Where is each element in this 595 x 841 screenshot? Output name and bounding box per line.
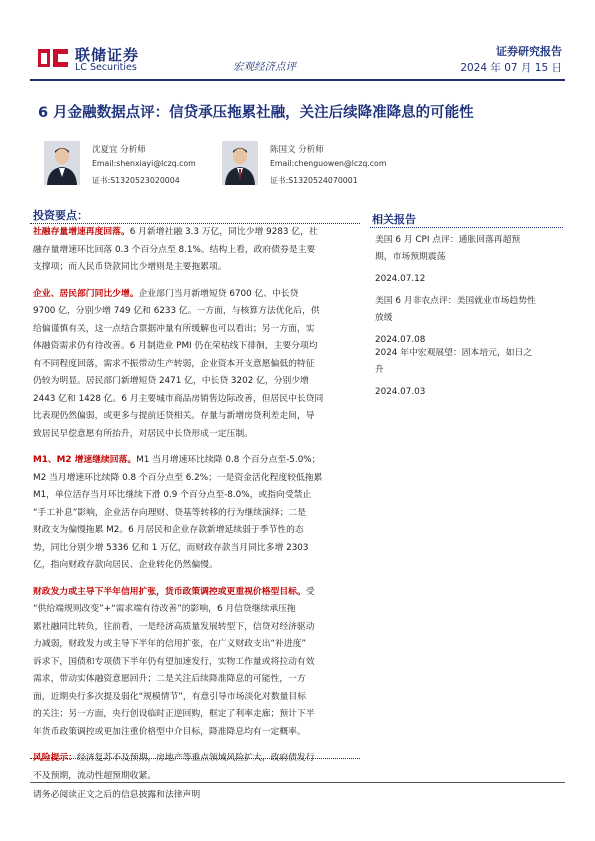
report-date: 2024 年 07 月 15 日 (460, 62, 562, 74)
footer-divider (30, 782, 565, 783)
related-report-item[interactable] (375, 232, 565, 284)
key-points-body (33, 224, 355, 785)
header-divider (30, 79, 565, 81)
key-point-paragraph: M1、M2 增速继续回落。M1 当月增速环比续降 0.8 个百分点至-5.0%； M2 当月增速环比续降 0.8 个百分点至 6.2%；一是资金活化程度较低拖累 M1，单位活存当月环比继续下滑 0.9 个百分点至-8.0%，或指向受禁止 “手工补息”影响，企业活存向理财、贷基等转移的行为继续演绎；二是 财政支为偏慢拖累 M2。6 月居民和企业存款新增延续弱于季节性的态 势，同比分别少增 5336 亿和 1 万亿，而财政存款当月同比多增 2303 亿，指向财政存款向居民、企业转化仍然偏慢。 (33, 455, 323, 570)
author-photo (44, 141, 80, 185)
report-category: 宏观经济点评 (233, 61, 296, 73)
key-point-paragraph: 社融存量增速再度回落。6 月新增社融 3.3 万亿，同比少增 9283 亿，社 融存量增速环比回落 0.3 个百分点至 8.1%。结构上看，政府债券是主要 支撑项；而人民币贷款同比少增则是主要拖累项。 (33, 227, 318, 272)
author-name: 陈国文 分析师 (270, 145, 324, 155)
author-email[interactable]: Email:shenxiayi@lczq.com (92, 159, 196, 168)
related-report-item[interactable] (375, 293, 565, 345)
footer-disclaimer[interactable]: 请务必阅读正文之后的信息披露和法律声明 (33, 790, 201, 800)
key-point-lead: 社融存量增速再度回落。 (33, 227, 130, 237)
author-email[interactable]: Email:chenguowen@lczq.com (270, 159, 387, 168)
key-point-lead: M1、M2 增速继续回落。 (33, 455, 137, 465)
key-point-lead: 财政发力或主导下半年信用扩张，货币政策调控或更重视价格型目标。 (33, 586, 306, 597)
author-cert: 证书:S1320524070001 (270, 176, 358, 185)
key-point-paragraph: 企业、居民部门同比少增。企业部门当月新增短贷 6700 亿、中长贷 9700 亿，分别少增 749 亿和 6233 亿。一方面，与核算方法优化后，供 给偏谨慎有关，这一点结合票据冲量有所缓解也可以看出；另一方面，实 体融资需求仍有待改善。6 月制造业 PMI 仍在荣枯线下徘徊，主要分项均 有不同程度回落，需求不振带动生产转弱，企业资本开支意愿偏低的特征 仍较为明显。居民部门新增短贷 2471 亿，中长贷 3202 亿，分别少增 2443 亿和 1428 亿。6 月主要城市商品房销售边际改善，但居民中长贷同 比表现仍然偏弱，或更多与提前还贷相关。存量与新增房贷利差走间，导 致居民早偿意愿有所抬升，对居民中长贷形成一定压制。 (33, 288, 324, 439)
key-points-heading: 投资要点： (33, 209, 88, 222)
author-cert: 证书:S1320523020004 (92, 176, 180, 185)
report-type: 证券研究报告 (496, 45, 562, 58)
related-reports-divider (370, 227, 563, 228)
related-report-date: 2024.07.12 (375, 274, 426, 284)
lc-securities-logo-icon (36, 45, 70, 71)
risk-warning-lead: 风险提示： (33, 753, 77, 763)
related-report-date: 2024.07.08 (375, 335, 426, 345)
key-point-paragraph: 财政发力或主导下半年信用扩张，货币政策调控或更重视价格型目标。受 “供给端规则改变”+“需求端有待改善”的影响，6 月信贷继续承压拖 累社融同比转负，往前看，一是经济高质量发展转型下，信贷对经济驱动 力减弱，财政发力或主导下半年的信用扩张，在广义财政支出“补进度” 诉求下，国债和专项债下半年仍有望加速发行，实物工作量或将拉动有效 需求，带动实体融资意愿回升；二是关注后续降准降息的可能性，一方 面，近期央行多次提及弱化“规模情节”，有意引导市场淡化对数量目标 的关注；另一方面，央行创设临时正逆回购，框定了利率走廊；预计下半 年货币政策调控或更加注重价格型中介目标，降准降息均有一定概率。 (33, 586, 315, 737)
brand-name-en: LC Securities (75, 62, 137, 73)
author-photo (222, 141, 258, 185)
report-title: 6 月金融数据点评：信贷承压拖累社融，关注后续降准降息的可能性 (38, 105, 474, 121)
key-point-paragraph: 风险提示：经济复苏不及预期，房地产等重点领域风险扩大，政府债发行 不及预期，流动性超预期收紧。 (33, 753, 315, 781)
author-card (222, 141, 402, 189)
related-report-title[interactable]: 美国 6 月非农点评：美国就业市场趋势性 放缓 (375, 296, 536, 323)
key-points-bottom-divider (30, 758, 360, 759)
key-point-lead: 企业、居民部门同比少增。 (33, 288, 139, 299)
related-report-date: 2024.07.03 (375, 387, 426, 397)
brand-name-cn: 联储证券 (75, 46, 140, 64)
related-reports-heading: 相关报告 (372, 213, 416, 226)
related-report-title[interactable]: 2024 年中宏观展望：固本培元，如日之 升 (375, 348, 533, 375)
related-report-item[interactable] (375, 345, 565, 397)
author-name: 沈夏宜 分析师 (92, 145, 146, 155)
author-card (44, 141, 224, 189)
related-report-title[interactable]: 美国 6 月 CPI 点评：通胀回落再超预 期，市场预期震荡 (375, 235, 521, 262)
